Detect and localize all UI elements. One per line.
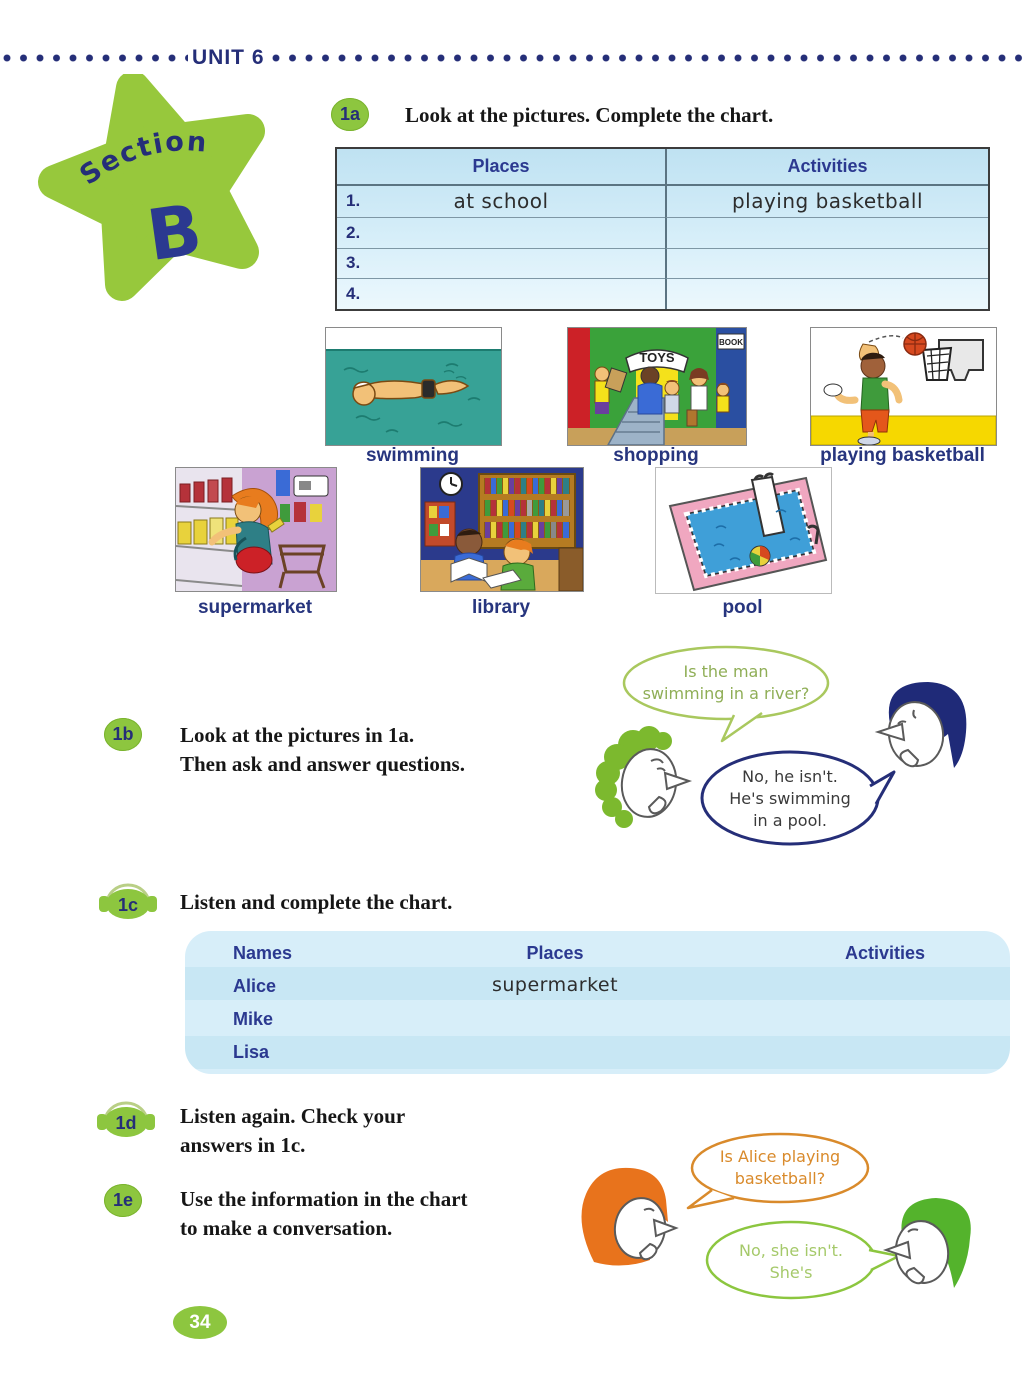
place-value: at school xyxy=(453,189,549,214)
instruction-1e-line1: Use the information in the chart xyxy=(180,1187,468,1211)
label-supermarket: supermarket xyxy=(197,597,313,618)
section-letter: B xyxy=(142,188,207,278)
speech-bubble-question-1e xyxy=(682,1132,872,1227)
toys-sign: TOYS xyxy=(639,350,675,365)
character-green-curly-hair xyxy=(593,723,698,843)
label-playing-basketball: playing basketball xyxy=(820,445,985,466)
bubble-text-line: She's xyxy=(769,1263,813,1282)
bubble-text-line: swimming in a river? xyxy=(642,684,810,703)
orange-speech-bubble xyxy=(682,1132,872,1222)
instruction-1d xyxy=(180,1102,405,1160)
shopping-illustration xyxy=(568,328,746,445)
chart-1a-header-places: Places xyxy=(337,149,665,186)
supermarket-illustration xyxy=(176,468,336,591)
light-green-speech-bubble xyxy=(703,1218,903,1303)
dotted-rule-right xyxy=(269,53,1024,63)
instruction-1b xyxy=(180,721,465,779)
speech-bubble-answer-1e xyxy=(703,1218,903,1308)
unit-label: UNIT 6 xyxy=(192,46,265,69)
bubble-text-line: Is Alice playing xyxy=(719,1147,841,1166)
badge-1c-label: 1c xyxy=(117,895,139,915)
orange-bob-face xyxy=(570,1158,685,1273)
instruction-1d-line1: Listen again. Check your xyxy=(180,1104,406,1128)
row-number: 2. xyxy=(346,222,361,242)
section-word: Section xyxy=(74,126,210,192)
headphones-icon xyxy=(95,874,161,924)
picture-supermarket xyxy=(175,467,337,592)
chart-1c-name-lisa: Lisa xyxy=(233,1042,270,1062)
basketball-illustration xyxy=(811,328,996,445)
pool-illustration xyxy=(656,468,831,593)
activity-value: playing basketball xyxy=(731,189,924,214)
bubble-text-line: He's swimming xyxy=(729,789,851,808)
picture-basketball xyxy=(810,327,997,446)
library-illustration xyxy=(421,468,583,591)
navy-speech-bubble xyxy=(698,748,898,848)
chart-1c-place-alice: supermarket xyxy=(491,974,619,996)
page-number: 34 xyxy=(173,1306,227,1339)
chart-1c xyxy=(185,931,1010,1074)
chart-1a-cell-activity-3 xyxy=(665,248,988,279)
instruction-1e xyxy=(180,1185,468,1243)
label-shopping: shopping xyxy=(613,445,699,466)
chart-1a-cell-place-2 xyxy=(337,217,665,248)
picture-library xyxy=(420,467,584,592)
chart-1a xyxy=(335,147,990,311)
character-orange-bob-hair xyxy=(570,1158,685,1278)
green-swoosh-face xyxy=(878,1190,978,1300)
section-star xyxy=(30,74,292,307)
chart-1a-cell-activity-4 xyxy=(665,278,988,309)
row-number: 4. xyxy=(346,284,361,304)
label-library: library xyxy=(471,597,531,618)
chart-1c-header-names: Names xyxy=(233,943,293,963)
chart-1a-header-activities: Activities xyxy=(665,149,988,186)
instruction-1e-line2: to make a conversation. xyxy=(180,1216,393,1240)
badge-1c xyxy=(95,874,161,929)
instruction-1d-line2: answers in 1c. xyxy=(180,1133,306,1157)
bubble-text-line: Is the man xyxy=(683,662,769,681)
dotted-rule-left xyxy=(0,53,188,63)
character-green-swoosh-hair xyxy=(878,1190,978,1305)
label-swimming: swimming xyxy=(366,445,459,466)
bubble-text-line: basketball? xyxy=(734,1169,826,1188)
bubble-text-line: No, she isn't. xyxy=(738,1241,844,1260)
row-number: 1. xyxy=(346,191,361,211)
chart-1a-cell-place-4 xyxy=(337,278,665,309)
chart-1a-cell-activity-2 xyxy=(665,217,988,248)
chart-1c-header-activities: Activities xyxy=(844,943,926,963)
swimming-illustration xyxy=(326,328,501,445)
star-icon xyxy=(30,74,292,302)
green-curly-hair-face xyxy=(593,723,698,838)
bubble-text-line: No, he isn't. xyxy=(742,767,838,786)
book-sign: BOOK xyxy=(719,338,743,347)
chart-1a-cell-activity-1 xyxy=(665,186,988,217)
badge-1a: 1a xyxy=(331,98,369,131)
picture-shopping xyxy=(567,327,747,446)
chart-1a-cell-place-3 xyxy=(337,248,665,279)
chart-1c-name-mike: Mike xyxy=(233,1009,274,1029)
speech-bubble-answer-1b xyxy=(698,748,898,853)
picture-swimming xyxy=(325,327,502,446)
instruction-1a: Look at the pictures. Complete the chart. xyxy=(405,103,774,127)
row-number: 3. xyxy=(346,253,361,273)
bubble-text-line: in a pool. xyxy=(753,811,827,830)
headphones-icon xyxy=(93,1092,159,1142)
picture-pool xyxy=(655,467,832,594)
badge-1e: 1e xyxy=(104,1184,142,1217)
unit-header xyxy=(0,46,1024,69)
badge-1b: 1b xyxy=(104,718,142,751)
instruction-1c: Listen and complete the chart. xyxy=(180,890,453,914)
chart-1a-cell-place-1 xyxy=(337,186,665,217)
chart-1c-name-alice: Alice xyxy=(233,976,277,996)
instruction-1b-line1: Look at the pictures in 1a. xyxy=(180,723,415,747)
label-pool: pool xyxy=(722,597,763,618)
badge-1d xyxy=(93,1092,159,1147)
instruction-1b-line2: Then ask and answer questions. xyxy=(180,752,465,776)
chart-1c-header-places: Places xyxy=(526,943,584,963)
badge-1d-label: 1d xyxy=(115,1113,137,1133)
